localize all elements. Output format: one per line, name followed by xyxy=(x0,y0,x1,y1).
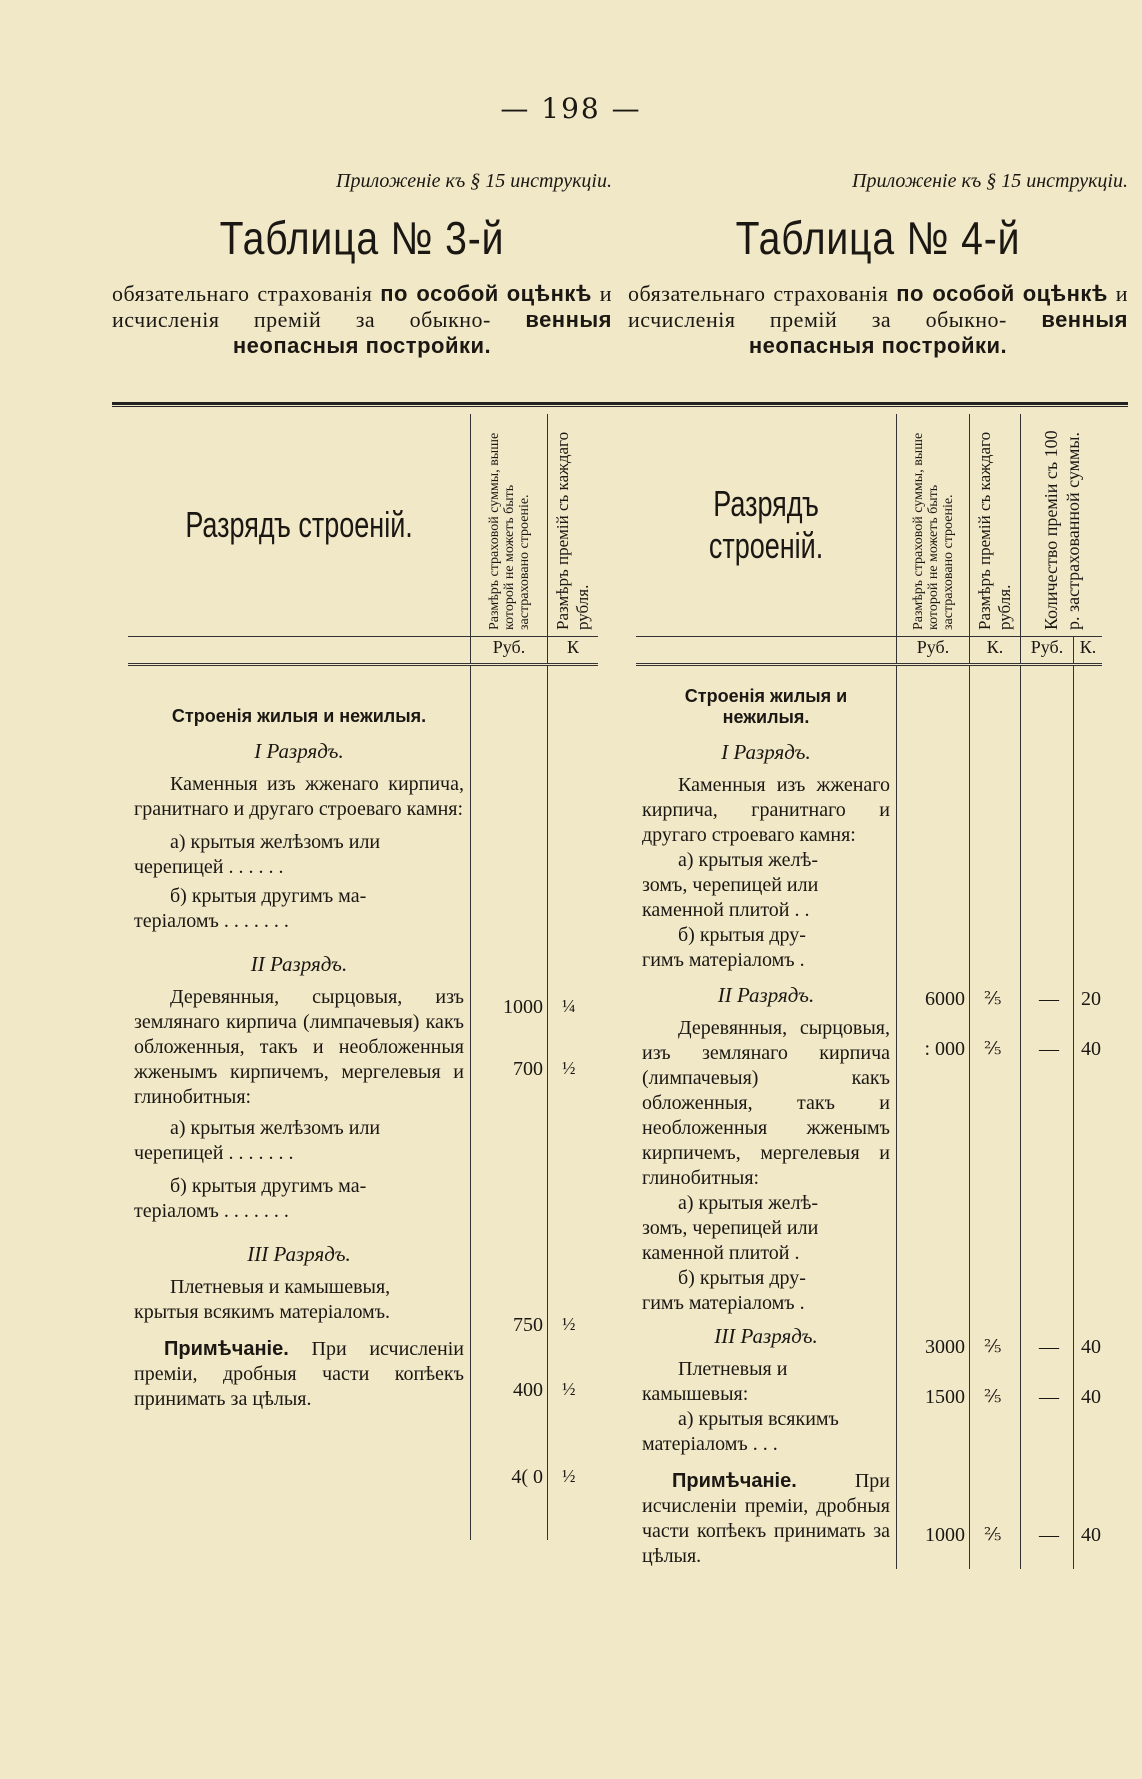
right-class-2-text: Деревянныя, сырцовыя, изъ землянаго кирпича (лимпачевыя) какъ обложенныя, такъ и необложенныя жженымъ кирпичемъ, мергелевыя и глинобитныя: xyxy=(642,1017,890,1189)
left-r1b-line2: теріаломъ . . . . . . . xyxy=(134,910,289,932)
left-unit-rub: Руб. xyxy=(471,637,548,665)
right-r1b-amount-rub: — xyxy=(1039,1038,1059,1060)
right-r1a-amount-kop: 20 xyxy=(1081,988,1101,1010)
right-r2b-sum: 1500 xyxy=(925,1386,965,1408)
right-r3a-line1: а) крытыя всякимъ xyxy=(678,1408,839,1430)
right-r3-amount-kop: 40 xyxy=(1081,1524,1101,1546)
right-amount-rub-column xyxy=(1021,665,1074,1570)
right-unit-rub: Руб. xyxy=(897,637,970,665)
left-class-1-text: Каменныя изъ жженаго кирпича, гранитнаго и другаго строеваго камня: xyxy=(134,773,464,820)
left-appendix-note: Приложеніе къ § 15 инструкціи. xyxy=(336,170,612,192)
right-class-2-heading: II Разрядъ. xyxy=(717,983,815,1007)
right-r2b-line2: гимъ матеріаломъ . xyxy=(642,1292,805,1314)
left-r2b-sum: 400 xyxy=(513,1379,543,1401)
left-r3-line1: Плетневыя и камышевыя, xyxy=(170,1276,391,1298)
right-r2a-sum: 3000 xyxy=(925,1336,965,1358)
right-r1b-sum: : 000 xyxy=(924,1038,965,1060)
right-col-header-amount-cell xyxy=(1021,414,1103,637)
right-section-heading: Строенія жилыя и нежилыя. xyxy=(684,686,848,727)
right-r3-text: Плетневыя и камышевыя: xyxy=(642,1358,788,1405)
left-r1b-sum: 700 xyxy=(513,1058,543,1080)
right-subtitle-part: по особой xyxy=(896,281,1015,306)
left-note-label: Примѣчаніе. xyxy=(164,1338,289,1360)
right-r1a-sum: 6000 xyxy=(925,988,965,1010)
right-r2b-amount-kop: 40 xyxy=(1081,1386,1101,1408)
right-subtitle-part: и исчисленія премій за обыкно- xyxy=(628,281,1129,332)
right-r2a-amount-rub: — xyxy=(1039,1336,1059,1358)
right-note-label: Примѣчаніе. xyxy=(672,1470,797,1492)
right-col-header-sum-cell xyxy=(897,414,970,637)
right-r1a-premium: ⅖ xyxy=(984,988,1002,1008)
right-r1b-amount-kop: 40 xyxy=(1081,1038,1101,1060)
left-r2b-line2: теріаломъ . . . . . . . xyxy=(134,1200,289,1222)
right-col-header-amount: Количество преміи съ 100 р. застрахованной суммы. xyxy=(1040,430,1083,630)
left-header xyxy=(112,170,612,359)
left-r2a-line2: черепицей . . . . . . . xyxy=(134,1142,294,1164)
right-body xyxy=(636,665,897,1570)
right-r1a-line1: а) крытыя желѣ- xyxy=(678,849,818,871)
left-col-header-premium: Размѣръ премій съ каждаго рубля. xyxy=(553,431,592,630)
left-r3-line2: крытыя всякимъ матеріаломъ. xyxy=(134,1301,391,1323)
right-unit-rub2: Руб. xyxy=(1021,637,1074,665)
right-r2b-line1: б) крытыя дру- xyxy=(678,1267,806,1289)
left-r1b-premium: ½ xyxy=(562,1058,576,1078)
right-appendix-note: Приложеніе къ § 15 инструкціи. xyxy=(852,170,1128,192)
right-col-header-premium-cell xyxy=(970,414,1021,637)
right-r2a-line2: зомъ, черепицей или xyxy=(642,1217,819,1239)
right-r1b-premium: ⅖ xyxy=(984,1038,1002,1058)
left-r1a-sum: 1000 xyxy=(503,996,543,1018)
left-r2a-sum: 750 xyxy=(513,1314,543,1336)
right-r2a-line1: а) крытыя желѣ- xyxy=(678,1192,818,1214)
right-r1b-line2: гимъ матеріаломъ . xyxy=(642,949,805,971)
left-col-header-sum: Размѣръ страховой суммы, выше которой не можетъ быть застраховано строеніе. xyxy=(486,432,532,630)
right-r3a-line2: матеріаломъ . . . xyxy=(642,1433,778,1455)
left-subtitle-part: оцѣнкѣ xyxy=(506,281,592,306)
left-premium-column xyxy=(548,665,599,1541)
left-table xyxy=(128,414,598,1540)
left-unit-kop: К xyxy=(548,637,599,665)
top-rule xyxy=(112,402,1128,407)
right-sum-column xyxy=(897,665,970,1570)
left-r2b-premium: ½ xyxy=(562,1379,576,1399)
left-r1a-premium: ¼ xyxy=(562,996,576,1016)
left-r1a-line1: а) крытыя желѣзомъ или xyxy=(170,831,381,853)
left-class-3-heading: III Разрядъ. xyxy=(247,1242,351,1266)
right-subtitle xyxy=(628,281,1128,359)
right-r3-premium: ⅖ xyxy=(984,1524,1002,1544)
left-body xyxy=(128,665,471,1541)
right-premium-column xyxy=(970,665,1021,1570)
right-note xyxy=(642,1469,890,1569)
right-unit-blank xyxy=(636,637,897,665)
left-note-text: При исчисленіи преміи, дробныя части копѣекъ принимать за цѣлыя. xyxy=(134,1338,464,1410)
right-r2b-amount-rub: — xyxy=(1039,1386,1059,1408)
left-unit-blank xyxy=(128,637,471,665)
left-subtitle-part: по особой xyxy=(380,281,499,306)
left-note xyxy=(134,1337,464,1412)
right-unit-k: К. xyxy=(970,637,1021,665)
right-r2a-premium: ⅖ xyxy=(984,1336,1002,1356)
right-r1a-line2: зомъ, черепицей или xyxy=(642,874,819,896)
left-subtitle-part: венныя неопасныя постройки. xyxy=(232,307,612,358)
left-r2a-line1: а) крытыя желѣзомъ или xyxy=(170,1117,381,1139)
left-r2b-line1: б) крытыя другимъ ма- xyxy=(170,1175,367,1197)
left-r3-sum: 4( 0 xyxy=(511,1466,543,1488)
left-class-2-text: Деревянныя, сырцовыя, изъ землянаго кирпича (лимпачевыя) какъ обложенныя, такъ и необложенныя жженымъ кирпичемъ, мергелевыя и глинобитныя: xyxy=(134,986,464,1108)
right-col-header-category: Разрядъ строеній. xyxy=(708,483,824,566)
right-table-title: Таблица № 4-й xyxy=(735,212,1021,264)
left-subtitle xyxy=(112,281,612,359)
right-r2a-line3: каменной плитой . xyxy=(642,1242,800,1264)
right-r1a-line3: каменной плитой . . xyxy=(642,899,810,921)
right-class-3-heading: III Разрядъ. xyxy=(714,1324,818,1348)
right-r1a-amount-rub: — xyxy=(1039,988,1059,1010)
left-sum-column xyxy=(471,665,548,1541)
left-table-title: Таблица № 3-й xyxy=(219,212,505,264)
right-r2a-amount-kop: 40 xyxy=(1081,1336,1101,1358)
left-section-heading: Строенія жилыя и нежилыя. xyxy=(171,706,427,726)
right-col-header-sum: Размѣръ страховой суммы, выше которой не можетъ быть застраховано строеніе. xyxy=(910,432,956,630)
right-col-header-premium: Размѣръ премій съ каждаго рубля. xyxy=(975,431,1014,630)
right-note-text: При исчисленіи преміи, дробныя части копѣекъ принимать за цѣлыя. xyxy=(642,1470,890,1567)
left-subtitle-part: обязательнаго страхованія xyxy=(112,281,373,306)
left-r1a-line2: черепицей . . . . . . xyxy=(134,856,284,878)
left-subtitle-part: и исчисленія премій за обыкно- xyxy=(112,281,613,332)
right-class-1-heading: I Разрядъ. xyxy=(721,740,811,764)
left-class-2-heading: II Разрядъ. xyxy=(250,952,348,976)
page-number: — 198 — xyxy=(500,92,642,125)
left-r2a-premium: ½ xyxy=(562,1314,576,1334)
right-amount-kop-column xyxy=(1074,665,1103,1570)
left-r1b-line1: б) крытыя другимъ ма- xyxy=(170,885,367,907)
left-r3-premium: ½ xyxy=(562,1466,576,1486)
right-r3-amount-rub: — xyxy=(1039,1524,1059,1546)
right-subtitle-part: обязательнаго страхованія xyxy=(628,281,889,306)
right-unit-k2: К. xyxy=(1074,637,1103,665)
left-col-header-sum-cell xyxy=(471,414,548,637)
right-r1b-line1: б) крытыя дру- xyxy=(678,924,806,946)
right-table xyxy=(636,414,1102,1569)
right-header xyxy=(628,170,1128,359)
left-col-header-premium-cell xyxy=(548,414,599,637)
left-col-header-category: Разрядъ строеній. xyxy=(185,504,413,545)
right-class-1-text: Каменныя изъ жженаго кирпича, гранитнаго и другаго строеваго камня: xyxy=(642,774,890,846)
right-r3-sum: 1000 xyxy=(925,1524,965,1546)
right-r2b-premium: ⅖ xyxy=(984,1386,1002,1406)
left-class-1-heading: I Разрядъ. xyxy=(254,739,344,763)
right-subtitle-part: оцѣнкѣ xyxy=(1022,281,1108,306)
right-subtitle-part: венныя неопасныя постройки. xyxy=(748,307,1128,358)
